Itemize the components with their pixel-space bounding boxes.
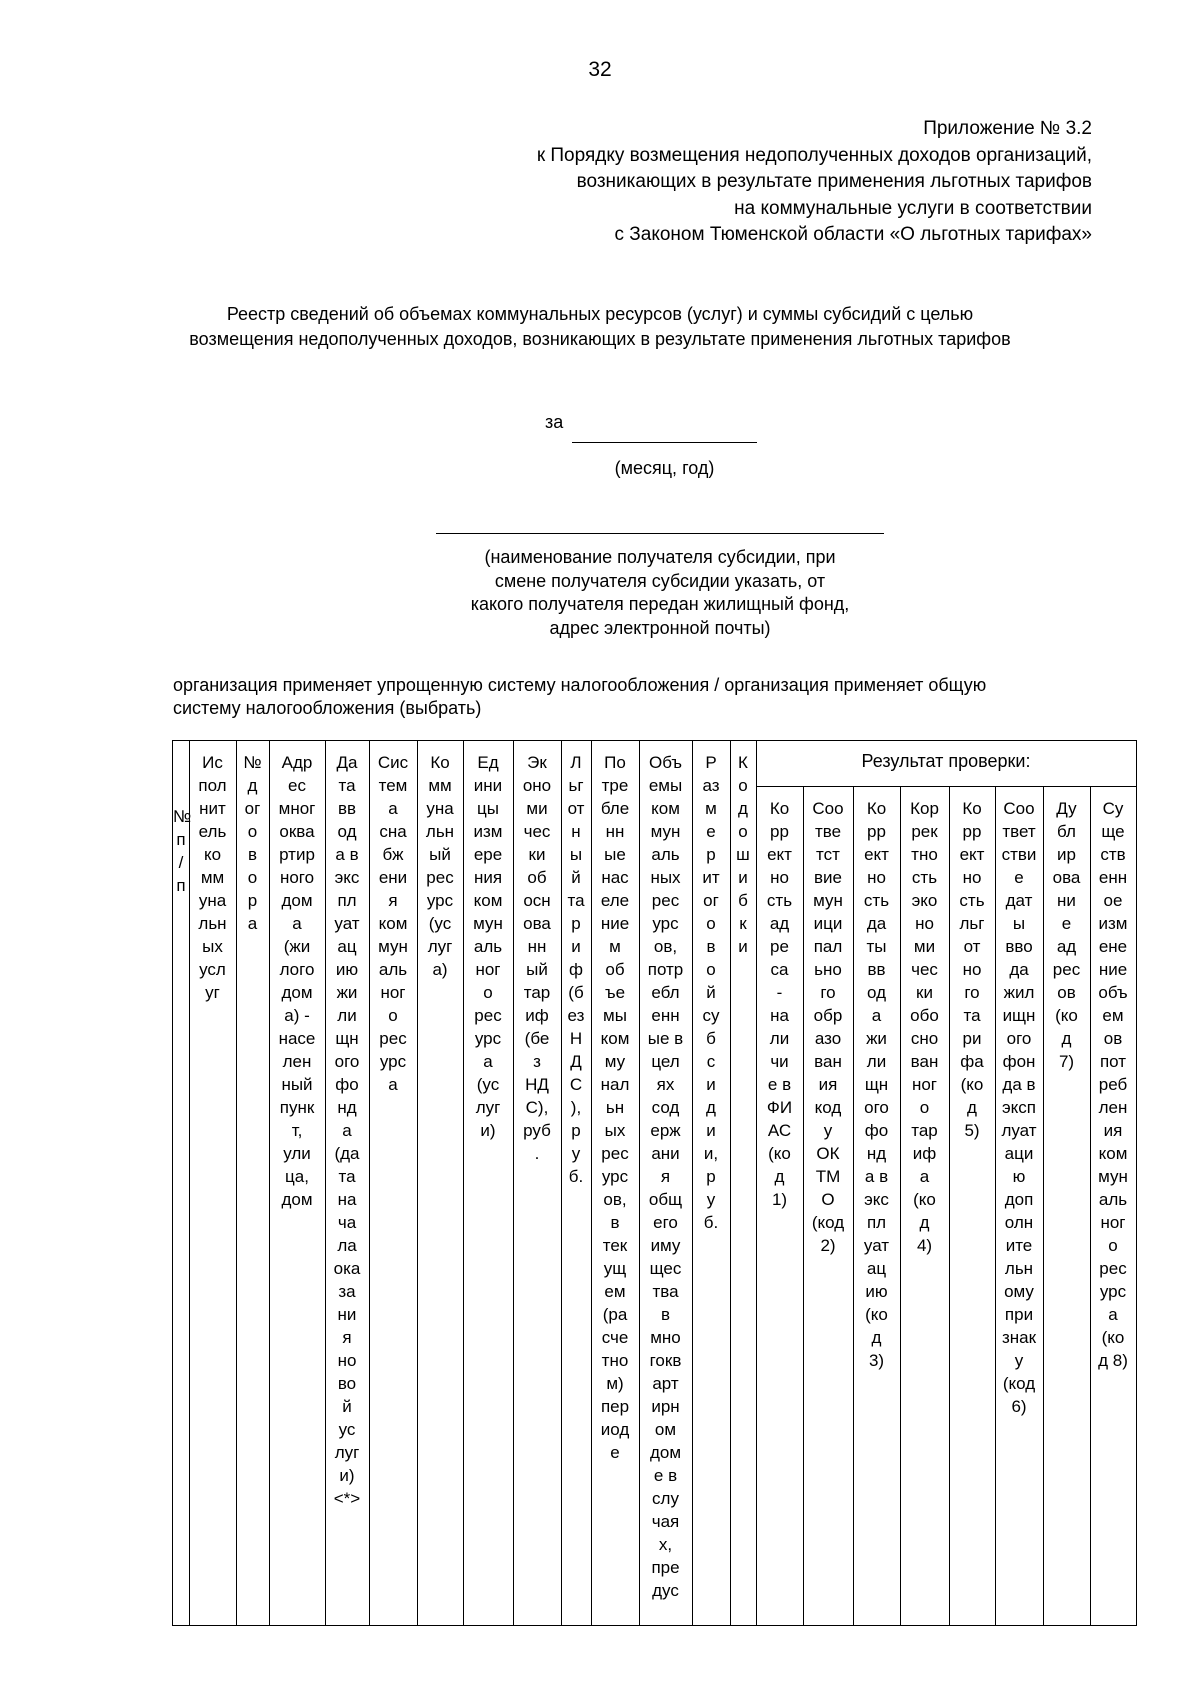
page-number: 32: [588, 58, 612, 81]
period-prefix: за: [545, 412, 564, 432]
header-cell-address: Адр ес мног оква ртир ного дом а (жи лого дом а) - насе лен ный пунк т, ули ца, дом: [278, 753, 316, 1209]
register-title: [0, 302, 1200, 352]
header-cell-contract: № д ог о в о р а: [243, 753, 262, 933]
annex-line: Приложение № 3.2: [923, 118, 1092, 139]
recipient-caption-line: (наименование получателя субсидии, при: [484, 547, 836, 567]
header-cell-supply-system: Сис тем а сна бж ени я ком мун аль ног о рес урс а: [377, 753, 409, 1094]
header-cell-result-code-5: Ко рр ект но сть льг от но го та ри фа (ко д 5): [959, 799, 985, 1140]
header-cell-result-code-3: Ко рр ект но сть да ты вв од а жи ли щн ого фо нд а в экс пл уат ац ию (ко д 3): [863, 799, 890, 1370]
annex-line: на коммунальные услуги в соответствии: [734, 197, 1092, 219]
recipient-caption-line: какого получателя передан жилищный фонд,: [470, 594, 850, 614]
header-cell-population-volumes: По тре бле нн ые нас еле ние м об ъе мы ком му нал ьн ых рес урс ов, в тек ущ ем (ра сче тно м) пер иод е: [600, 753, 630, 1462]
register-title-line: Реестр сведений об объемах коммунальных ресурсов (услуг) и суммы субсидий с целью: [226, 304, 974, 324]
header-cell-preferential-tariff: Л ьг от н ы й та р и ф (б ез Н Д С ), р у б.: [567, 753, 585, 1186]
header-cell-error-code: К о д о ш и б к и: [736, 753, 750, 956]
annex-block: [537, 116, 1092, 249]
register-title-line: возмещения недополученных доходов, возникающих в результате применения льготных тарифов: [189, 329, 1011, 349]
register-table: [172, 740, 1137, 1626]
annex-line: к Порядку возмещения недополученных доходов организаций,: [536, 144, 1092, 166]
header-cell-result-code-7: Ду бл ир ова ни е ад рес ов (ко д 7): [1052, 799, 1081, 1071]
period-fill-line[interactable]: [572, 442, 757, 443]
annex-line: возникающих в результате применения льготных тарифов: [576, 171, 1092, 192]
recipient-caption-line: адрес электронной почты): [549, 617, 771, 638]
header-cell-subsidy-total: Р аз м е р ит ог о в о й су б с и д и и, р у б.: [702, 753, 720, 1232]
header-cell-result-code-4: Кор рек тно сть эко но ми чес ки обо сно ван ног о тар иф а (ко д 4): [910, 799, 939, 1255]
recipient-fill-line[interactable]: [436, 533, 884, 534]
header-cell-resource: Ко мм уна льн ый рес урс (ус луг а): [425, 753, 455, 979]
header-cell-commission-date: Да та вв од а в экс пл уат ац ию жи ли щн ого фо нд а (да та на ча ла ока за ни я но во й ус луг и) <*>: [333, 753, 361, 1508]
header-cell-result-code-1: Ко рр ект но сть ад ре са - на ли чи е в ФИ АС (ко д 1): [766, 799, 793, 1209]
annex-line: с Законом Тюменской области «О льготных тарифах»: [614, 224, 1092, 245]
header-cell-row-number: № п / п: [173, 807, 192, 895]
header-cell-unit: Ед ини цы изм ере ния ком мун аль ног о рес урс а (ус луг и): [473, 753, 503, 1140]
header-cell-result-code-8: Су ще ств енн ое изм ене ние объ ем ов пот реб лен ия ком мун аль ног о рес урс а (ко д 8): [1098, 799, 1128, 1370]
tax-system-note: [173, 674, 1113, 720]
recipient-caption: [436, 546, 884, 640]
tax-system-line: организация применяет упрощенную систему налогообложения / организация применяет общую: [173, 675, 987, 695]
header-cell-provider: Ис пол нит ель ко мм уна льн ых усл уг: [198, 753, 227, 1002]
table-grid-line: [756, 786, 1136, 787]
header-cell-economic-tariff: Эк оно ми чес ки об осн ова нн ый тар иф (бе з НД С), руб .: [522, 753, 552, 1163]
header-cell-result-code-6: Соо твет стви е дат ы вво да жил ищн ого фон да в эксп луат аци ю доп олн ите льн ому при знак у (код 6): [1001, 799, 1037, 1416]
header-cell-common-property-volumes: Объ емы ком мун аль ных рес урс ов, потр ебл енн ые в цел ях сод ерж ани я общ его иму щес тва в мно гокв арт ирн ом дом е в слу чая х, пре дус: [647, 753, 684, 1600]
header-cell-result-code-2: Соо тве тст вие мун ици пал ьно го обр азо ван ия код у ОК ТМ О (код 2): [811, 799, 845, 1255]
period-caption: (месяц, год): [614, 458, 715, 478]
result-group-title: Результат проверки:: [861, 751, 1031, 771]
recipient-caption-line: смене получателя субсидии указать, от: [494, 570, 826, 591]
tax-system-line: систему налогообложения (выбрать): [173, 698, 482, 718]
